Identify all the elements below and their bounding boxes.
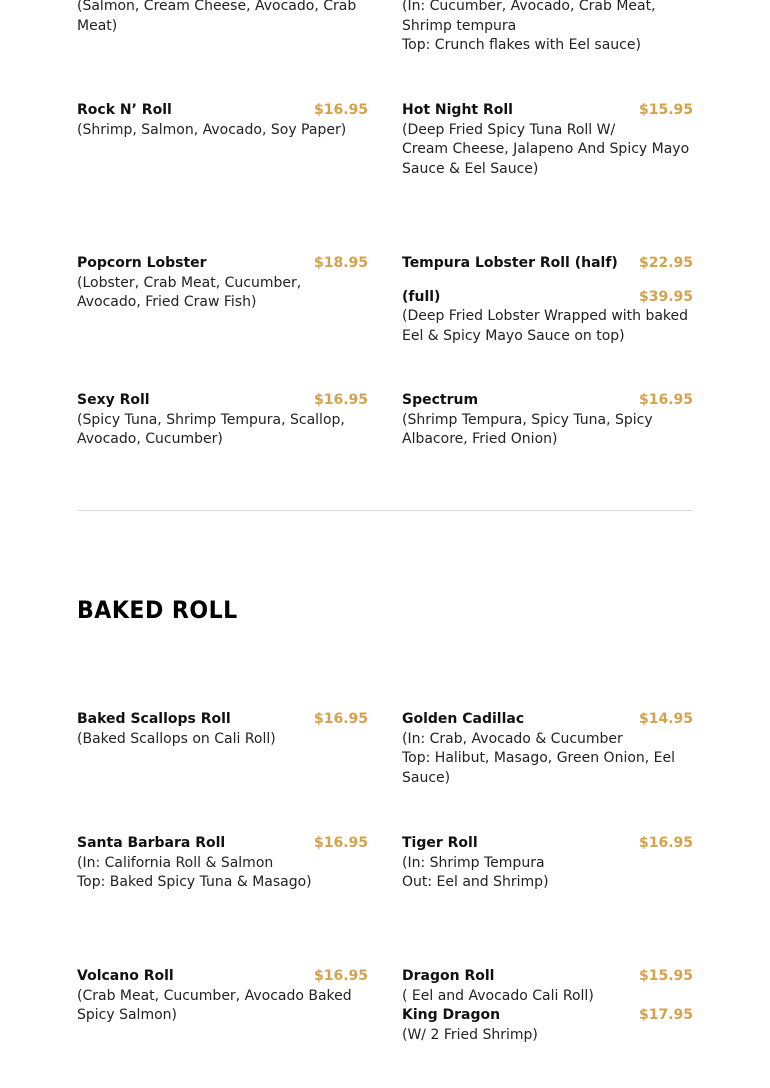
section-title-baked-roll: BAKED ROLL [77, 596, 238, 624]
item-description: (W/ 2 Fried Shrimp) [402, 1026, 538, 1043]
item-description: (In: Shrimp Tempura [402, 854, 545, 871]
menu-item-sexy-roll [77, 391, 368, 450]
item-price: $15.95 [638, 102, 693, 118]
item-description: (In: California Roll & Salmon [77, 854, 274, 871]
item-name: Baked Scallops Roll [77, 711, 231, 727]
item-name: Volcano Roll [77, 968, 174, 984]
item-description: (Deep Fried Lobster Wrapped with baked Eel & Spicy Mayo Sauce on top) [402, 308, 689, 344]
item-description: Top: Baked Spicy Tuna & Masago) [77, 874, 312, 890]
menu-item-golden-cadillac [402, 710, 693, 788]
menu-item-popcorn-lobster [77, 254, 368, 313]
item-description: ( Eel and Avocado Cali Roll) [402, 987, 594, 1004]
item-name: Santa Barbara Roll [77, 835, 226, 851]
item-price: $15.95 [638, 968, 693, 984]
item-name: Hot Night Roll [402, 102, 513, 118]
menu-item-tempura-lobster-roll [402, 254, 693, 346]
item-description: (Lobster, Crab Meat, Cucumber, Avocado, Fried Craw Fish) [77, 274, 302, 310]
menu-item-spectrum [402, 391, 693, 450]
menu-item-hot-night-roll [402, 101, 693, 179]
item-description: Out: Eel and Shrimp) [402, 874, 549, 890]
item-description: (Salmon, Cream Cheese, Avocado, Crab Meat) [77, 0, 357, 34]
item-name: Sexy Roll [77, 392, 150, 408]
item-price: $17.95 [638, 1007, 693, 1023]
item-description: (Shrimp Tempura, Spicy Tuna, Spicy Albacore, Fried Onion) [402, 411, 653, 447]
item-name: Tempura Lobster Roll (half) [402, 255, 618, 271]
item-description: (Crab Meat, Cucumber, Avocado Baked Spicy Salmon) [77, 987, 352, 1023]
item-price: $14.95 [638, 711, 693, 727]
item-description: (Shrimp, Salmon, Avocado, Soy Paper) [77, 121, 347, 138]
item-price: $18.95 [313, 255, 368, 271]
item-name: Dragon Roll [402, 968, 495, 984]
item-price: $16.95 [313, 102, 368, 118]
menu-item-dragon-roll [402, 967, 693, 1045]
item-description: Cream Cheese, Jalapeno And Spicy Mayo Sauce & Eel Sauce) [402, 141, 690, 177]
menu-item-rock-n-roll [77, 101, 368, 140]
item-size-label: (full) [402, 288, 441, 305]
item-name: Popcorn Lobster [77, 255, 207, 271]
menu-item-fragment-right [402, 0, 693, 56]
item-name: Spectrum [402, 392, 479, 408]
menu-item-tiger-roll [402, 834, 693, 893]
menu-item-baked-scallops-roll [77, 710, 368, 749]
menu-item-santa-barbara-roll [77, 834, 368, 893]
item-price: $16.95 [313, 392, 368, 408]
item-price: $22.95 [638, 255, 693, 271]
item-price: $16.95 [638, 835, 693, 851]
item-description: (Baked Scallops on Cali Roll) [77, 730, 276, 747]
item-price: $16.95 [313, 711, 368, 727]
section-divider [77, 510, 693, 511]
item-description: Top: Crunch flakes with Eel sauce) [402, 37, 641, 53]
item-description: (Deep Fried Spicy Tuna Roll W/ [402, 121, 616, 138]
menu-item-fragment-left [77, 0, 368, 36]
item-description: (In: Cucumber, Avocado, Crab Meat, Shrimp tempura [402, 0, 656, 34]
item-price: $16.95 [638, 392, 693, 408]
menu-item-volcano-roll [77, 967, 368, 1026]
item-name: King Dragon [402, 1007, 501, 1023]
item-description: Top: Halibut, Masago, Green Onion, Eel Sauce) [402, 750, 676, 786]
item-name: Tiger Roll [402, 835, 478, 851]
menu-item-king-dragon [402, 1006, 693, 1026]
item-name: Golden Cadillac [402, 711, 525, 727]
item-description: (In: Crab, Avocado & Cucumber [402, 730, 623, 747]
item-description: (Spicy Tuna, Shrimp Tempura, Scallop, Avocado, Cucumber) [77, 411, 345, 447]
item-price: $16.95 [313, 968, 368, 984]
item-price: $39.95 [638, 288, 693, 305]
item-price: $16.95 [313, 835, 368, 851]
item-name: Rock N’ Roll [77, 102, 172, 118]
